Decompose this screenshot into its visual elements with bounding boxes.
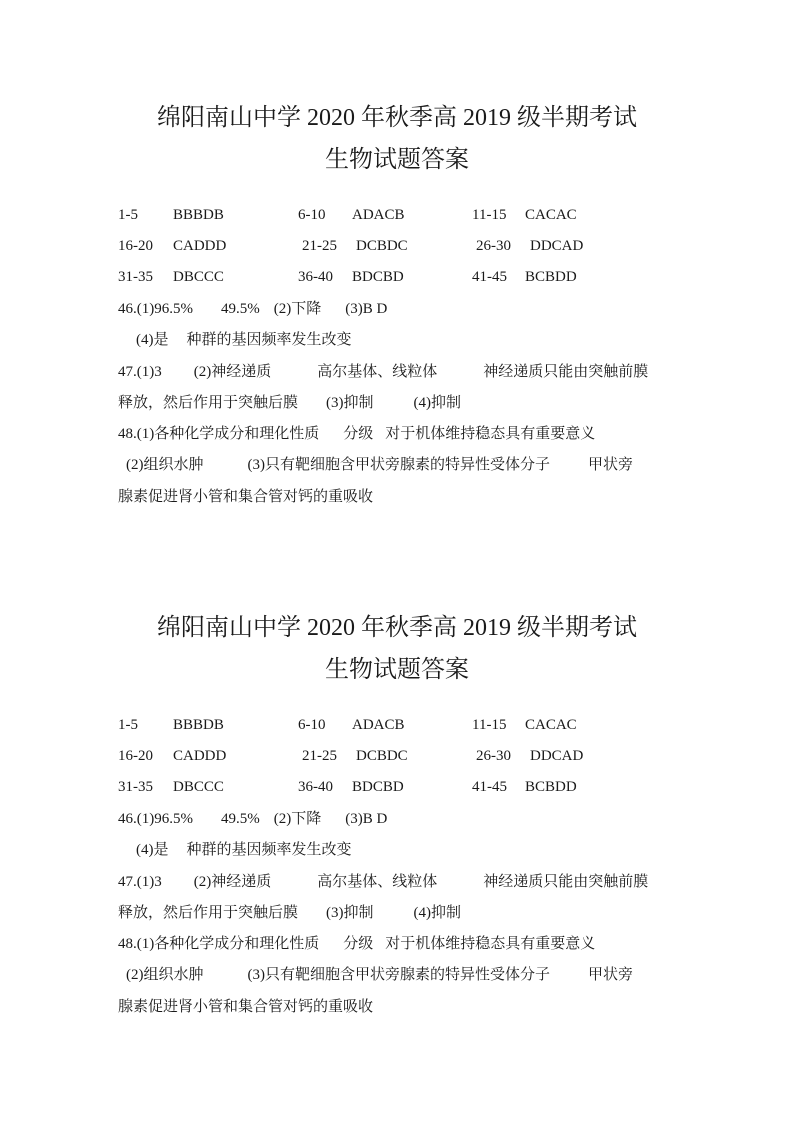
answer-letters: DDCAD (530, 238, 584, 254)
answer-part: 释放，然后作用于突触后膜 (118, 905, 299, 921)
answer-part: 分级 (343, 426, 374, 442)
answer-part: (3)抑制 (326, 905, 374, 921)
answer-letters: DCBDC (356, 748, 408, 764)
answer-part: 49.5% (221, 811, 260, 827)
answer-letters: ADACB (352, 717, 405, 733)
answer-part: (2)神经递质 (193, 364, 272, 380)
answer-part: 神经递质只能由突触前膜 (483, 364, 649, 380)
answer-q46-line-2 (136, 331, 352, 349)
answer-part: 腺素促进肾小管和集合管对钙的重吸收 (118, 489, 374, 505)
question-range: 6-10 (298, 717, 326, 733)
answer-part: 对于机体维持稳态具有重要意义 (385, 426, 596, 442)
answer-letters: ADACB (352, 207, 405, 223)
answer-q48-line-2 (126, 966, 633, 984)
question-range: 16-20 (118, 238, 153, 254)
answer-part: 46.(1)96.5% (118, 301, 193, 317)
exam-title: 绵阳南山中学 2020 年秋季高 2019 级半期考试 (157, 105, 637, 131)
answer-part: 高尔基体、线粒体 (317, 364, 438, 380)
answer-part: (4)抑制 (413, 905, 462, 921)
mc-answer-row (0, 747, 794, 765)
exam-title: 绵阳南山中学 2020 年秋季高 2019 级半期考试 (157, 615, 637, 641)
answer-letters: BDCBD (352, 779, 404, 795)
answer-part: (2)组织水肿 (126, 457, 204, 473)
answer-letters: DCBDC (356, 238, 408, 254)
answer-part: 46.(1)96.5% (118, 811, 193, 827)
answer-q47-line-1 (118, 873, 648, 891)
answer-part: (2)神经递质 (193, 874, 272, 890)
answer-part: 甲状旁 (588, 967, 634, 983)
question-range: 36-40 (298, 779, 333, 795)
answer-letters: DBCCC (173, 269, 224, 285)
mc-answer-row (0, 778, 794, 796)
answer-letters: BCBDD (525, 779, 577, 795)
question-range: 26-30 (476, 748, 511, 764)
answer-part: 腺素促进肾小管和集合管对钙的重吸收 (118, 999, 374, 1015)
answer-part: 47.(1)3 (118, 364, 162, 380)
answer-part: 种群的基因频率发生改变 (186, 332, 352, 348)
question-range: 1-5 (118, 207, 138, 223)
answer-part: (3)B D (345, 811, 388, 827)
answer-part: (4)是 (136, 842, 169, 858)
question-range: 16-20 (118, 748, 153, 764)
answer-part: 49.5% (221, 301, 260, 317)
question-range: 11-15 (472, 717, 507, 733)
answer-part: (2)组织水肿 (126, 967, 204, 983)
answer-part: 甲状旁 (588, 457, 634, 473)
answer-letters: BBBDB (173, 717, 224, 733)
question-range: 11-15 (472, 207, 507, 223)
answer-q46-line-1 (118, 810, 387, 828)
answer-part: (2)下降 (273, 811, 322, 827)
answer-part: 分级 (343, 936, 374, 952)
question-range: 31-35 (118, 269, 153, 285)
answer-part: (2)下降 (273, 301, 322, 317)
question-range: 36-40 (298, 269, 333, 285)
answer-letters: DBCCC (173, 779, 224, 795)
answer-q47-line-2 (118, 394, 461, 412)
answer-part: (4)是 (136, 332, 169, 348)
answer-q47-line-2 (118, 904, 461, 922)
answer-letters: CACAC (525, 207, 577, 223)
answer-q48-line-2 (126, 456, 633, 474)
answer-part: (3)只有靶细胞含甲状旁腺素的特异性受体分子 (247, 457, 550, 473)
question-range: 21-25 (302, 238, 337, 254)
answer-part: (4)抑制 (413, 395, 462, 411)
mc-answer-row (0, 268, 794, 286)
answer-part: 神经递质只能由突触前膜 (483, 874, 649, 890)
mc-answer-row (0, 716, 794, 734)
answer-letters: DDCAD (530, 748, 584, 764)
question-range: 26-30 (476, 238, 511, 254)
answer-letters: BDCBD (352, 269, 404, 285)
answer-q46-line-1 (118, 300, 387, 318)
answer-part: 48.(1)各种化学成分和理化性质 (118, 936, 320, 952)
answer-letters: CACAC (525, 717, 577, 733)
answer-letters: BBBDB (173, 207, 224, 223)
answer-part: (3)B D (345, 301, 388, 317)
question-range: 1-5 (118, 717, 138, 733)
answer-q48-line-1 (118, 935, 595, 953)
answer-part: 高尔基体、线粒体 (317, 874, 438, 890)
answer-part: (3)抑制 (326, 395, 374, 411)
answer-q48-line-3 (118, 998, 373, 1016)
question-range: 41-45 (472, 269, 507, 285)
answer-letters: BCBDD (525, 269, 577, 285)
answer-letters: CADDD (173, 238, 227, 254)
answer-q48-line-3 (118, 488, 373, 506)
question-range: 21-25 (302, 748, 337, 764)
answer-q47-line-1 (118, 363, 648, 381)
question-range: 41-45 (472, 779, 507, 795)
question-range: 6-10 (298, 207, 326, 223)
answer-part: 48.(1)各种化学成分和理化性质 (118, 426, 320, 442)
answer-part: 种群的基因频率发生改变 (186, 842, 352, 858)
mc-answer-row (0, 237, 794, 255)
answer-part: 对于机体维持稳态具有重要意义 (385, 936, 596, 952)
answer-q46-line-2 (136, 841, 352, 859)
answer-q48-line-1 (118, 425, 595, 443)
exam-subtitle: 生物试题答案 (325, 657, 469, 683)
answer-part: 释放，然后作用于突触后膜 (118, 395, 299, 411)
answer-letters: CADDD (173, 748, 227, 764)
exam-subtitle: 生物试题答案 (325, 147, 469, 173)
question-range: 31-35 (118, 779, 153, 795)
mc-answer-row (0, 206, 794, 224)
answer-part: 47.(1)3 (118, 874, 162, 890)
answer-part: (3)只有靶细胞含甲状旁腺素的特异性受体分子 (247, 967, 550, 983)
